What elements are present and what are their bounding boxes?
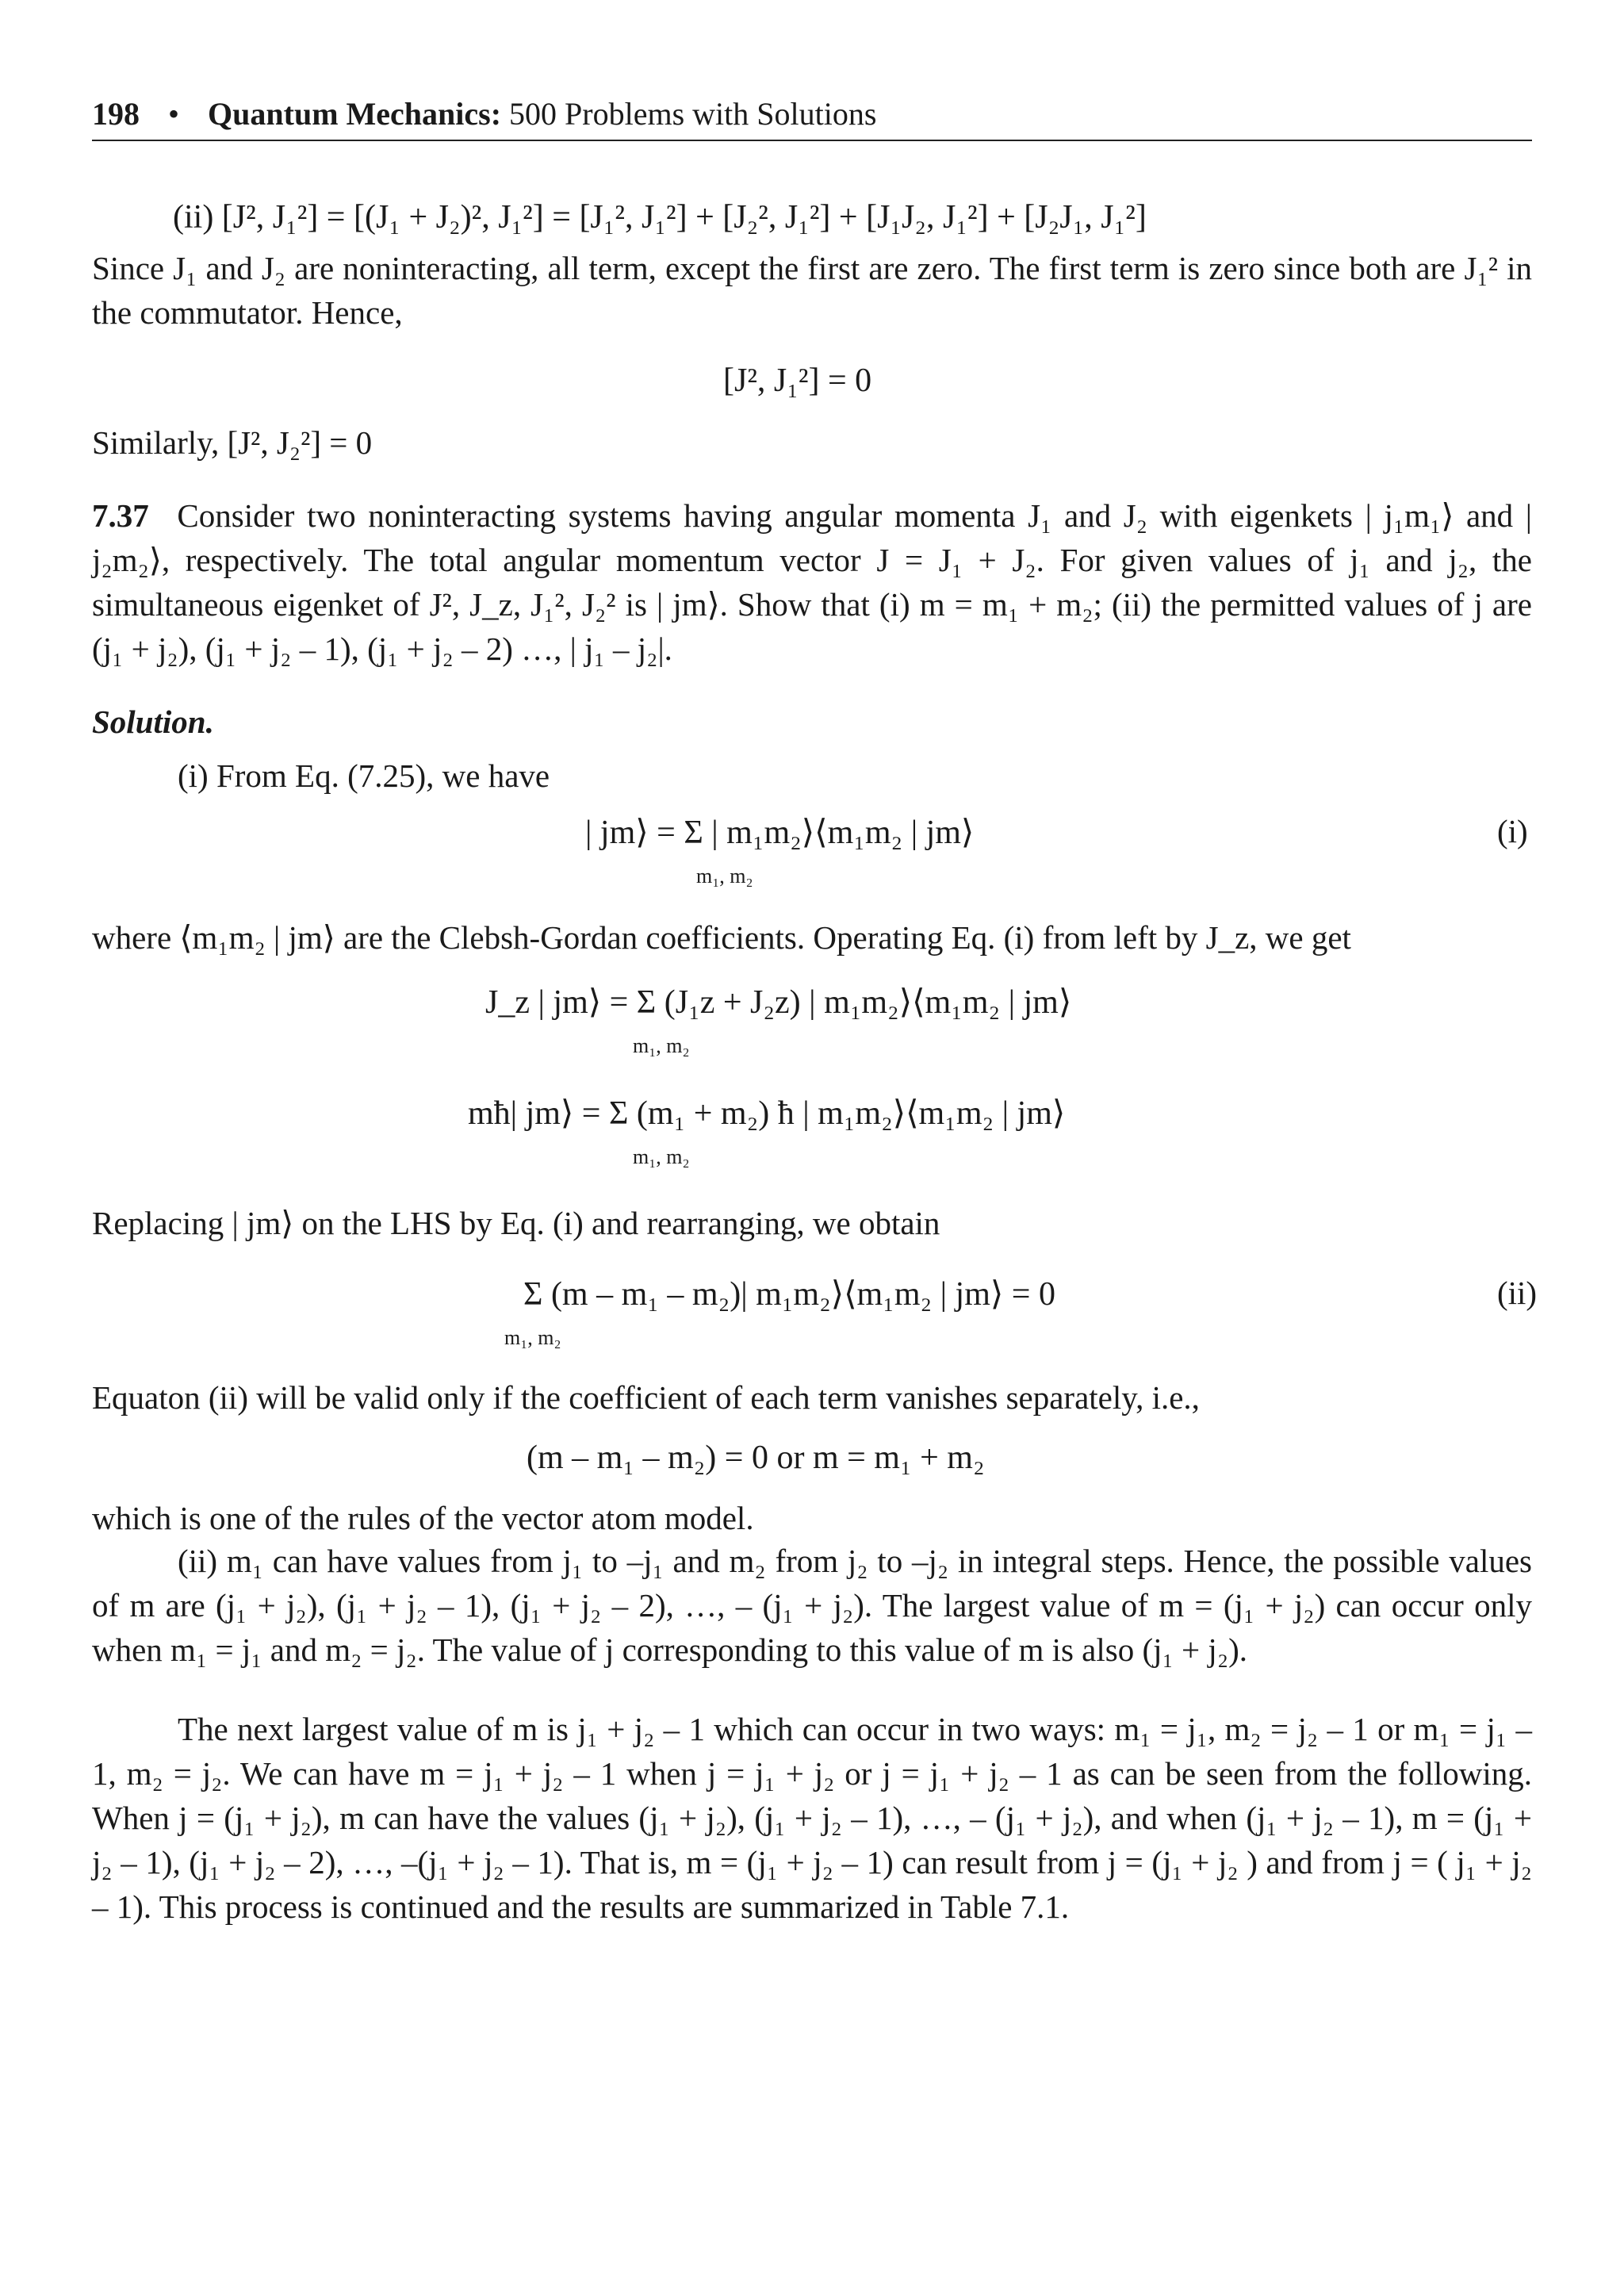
equation-sum-zero: Σ (m – m₁ – m₂)| m₁m₂⟩⟨m₁m₂ | jm⟩ = 0	[523, 1276, 1055, 1313]
problem-number: 7.37	[92, 497, 149, 534]
equation-jz-operator: J_z | jm⟩ = Σ (J₁z + J₂z) | m₁m₂⟩⟨m₁m₂ | jm⟩	[485, 984, 1072, 1021]
running-header	[92, 89, 1532, 141]
equation-eigenket-expansion: | jm⟩ = Σ | m₁m₂⟩⟨m₁m₂ | jm⟩	[585, 815, 975, 851]
paragraph-clebsh-gordan: where ⟨m₁m₂ | jm⟩ are the Clebsh-Gordan coefficients. Operating Eq. (i) from left by J_z, we get	[92, 919, 1351, 956]
problem-7-37	[92, 493, 1532, 671]
paragraph-next-largest: The next largest value of m is j₁ + j₂ – 1 which can occur in two ways: m₁ = j₁, m₂ = j₂ – 1 or m₁ = j₁ – 1, m₂ = j₂. We can have m = j₁ + j₂ – 1 when j = j₁ + j₂ or j = j₁ + j₂ – 1 as can be seen from the following. When j = (j₁ + j₂), m can have the values (j₁ + j₂), (j₁ + j₂ – 1), …, – (j₁ + j₂), and when (j₁ + j₂ – 1), m = (j₁ + j₂ – 1), (j₁ + j₂ – 2), …, –(j₁ + j₂ – 1). That is, m = (j₁ + j₂ – 1) can result from j = (j₁ + j₂ ) and from j = ( j₁ + j₂ – 1). This process is continued and the results are summarized in Table 7.1.	[92, 1711, 1532, 1925]
solution-heading	[92, 700, 1532, 744]
summation-index: m₁, m₂	[633, 1034, 690, 1057]
page-number: 198	[92, 96, 140, 132]
equation-commutator-expansion: (ii) [J², J₁²] = [(J₁ + J₂)², J₁²] = [J₁², J₁²] + [J₂², J₁²] + [J₁J₂, J₁²] + [J₂J₁, J₁²]	[173, 199, 1147, 236]
summation-index: m₁, m₂	[633, 1145, 690, 1168]
equation-condition: (m – m₁ – m₂) = 0 or m = m₁ + m₂	[527, 1440, 985, 1476]
summation-index: m₁, m₂	[696, 865, 753, 888]
paragraph-equaton: Equaton (ii) will be valid only if the coefficient of each term vanishes separately, i.e.,	[92, 1379, 1200, 1416]
equation-commutator-zero: [J², J₁²] = 0	[723, 362, 872, 399]
summation-index: m₁, m₂	[504, 1326, 561, 1349]
similarly-line: Similarly, [J², J₂²] = 0	[92, 424, 373, 461]
solution-label: Solution.	[92, 704, 214, 740]
equation-tag-i: (i)	[1497, 813, 1528, 849]
paragraph-replacing: Replacing | jm⟩ on the LHS by Eq. (i) and rearranging, we obtain	[92, 1205, 940, 1241]
paragraph-vector-atom: which is one of the rules of the vector atom model.	[92, 1500, 754, 1536]
book-subtitle: 500 Problems with Solutions	[509, 96, 877, 132]
paragraph-noninteracting: Since J₁ and J₂ are noninteracting, all term, except the first are zero. The first term is zero since both are J₁² in the commutator. Hence,	[92, 250, 1532, 331]
solution-part-i-intro: (i) From Eq. (7.25), we have	[178, 757, 550, 794]
paragraph-part-ii: (ii) m₁ can have values from j₁ to –j₁ and m₂ from j₂ to –j₂ in integral steps. Hence, the possible values of m are (j₁ + j₂), (j₁ + j₂ – 1), (j₁ + j₂ – 2), …, – (j₁ + j₂). The largest value of m = (j₁ + j₂) can occur only when m₁ = j₁ and m₂ = j₂. The value of j corresponding to this value of m is also (j₁ + j₂).	[92, 1543, 1532, 1668]
problem-statement: Consider two noninteracting systems having angular momenta J₁ and J₂ with eigenkets | j₁m₁⟩ and | j₂m₂⟩, respectively. The total angular momentum vector J = J₁ + J₂. For given values of j₁ and j₂, the simultaneous eigenket of J², J_z, J₁², J₂² is | jm⟩. Show that (i) m = m₁ + m₂; (ii) the permitted values of j are (j₁ + j₂), (j₁ + j₂ – 1), (j₁ + j₂ – 2) …, | j₁ – j₂|.	[92, 497, 1533, 667]
book-title: Quantum Mechanics:	[208, 96, 502, 132]
equation-m-hbar: mħ| jm⟩ = Σ (m₁ + m₂) ħ | m₁m₂⟩⟨m₁m₂ | jm⟩	[468, 1095, 1066, 1132]
header-bullet: •	[168, 96, 180, 132]
equation-tag-ii: (ii)	[1497, 1275, 1538, 1311]
